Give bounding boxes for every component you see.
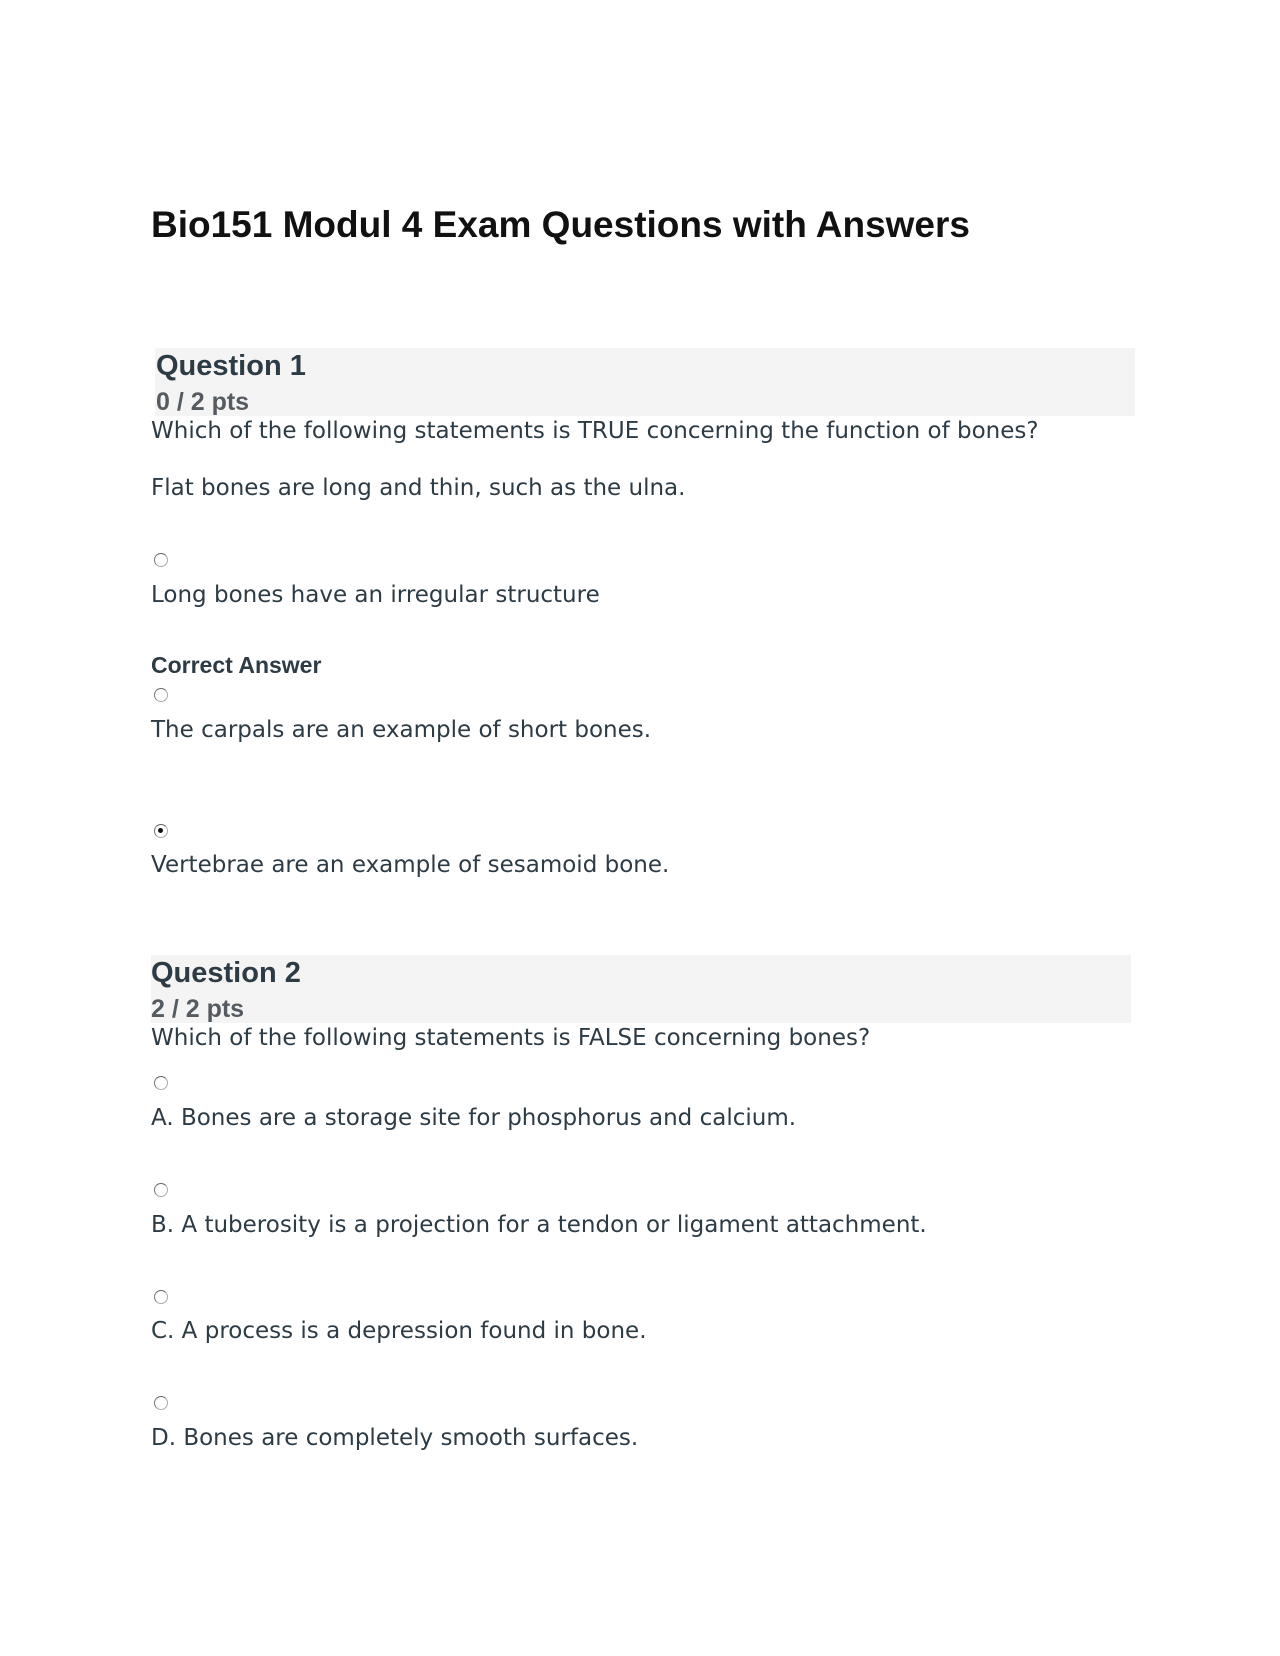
question-2-points: 2 / 2 pts (151, 995, 245, 1023)
radio-button-selected[interactable] (154, 824, 168, 838)
question-1-prompt: Which of the following statements is TRUE concerning the function of bones? (151, 418, 1039, 444)
option-text: The carpals are an example of short bones. (151, 717, 652, 743)
option-text: B. A tuberosity is a projection for a tendon or ligament attachment. (151, 1212, 927, 1238)
correct-answer-label: Correct Answer (151, 652, 322, 678)
option-text: C. A process is a depression found in bone. (151, 1318, 647, 1344)
radio-button[interactable] (154, 1076, 168, 1090)
page-title: Bio151 Modul 4 Exam Questions with Answers (151, 204, 970, 245)
radio-button[interactable] (154, 688, 168, 702)
option-text: Vertebrae are an example of sesamoid bone. (151, 852, 670, 878)
radio-button[interactable] (154, 1183, 168, 1197)
question-1-intro-option: Flat bones are long and thin, such as the ulna. (151, 475, 686, 501)
option-text: D. Bones are completely smooth surfaces. (151, 1425, 639, 1451)
radio-button[interactable] (154, 1396, 168, 1410)
option-text: Long bones have an irregular structure (151, 582, 600, 608)
question-2-heading: Question 2 (151, 957, 301, 989)
radio-button[interactable] (154, 1290, 168, 1304)
question-1-heading: Question 1 (156, 350, 306, 382)
question-2-prompt: Which of the following statements is FALSE concerning bones? (151, 1025, 871, 1051)
radio-button[interactable] (154, 553, 168, 567)
option-text: A. Bones are a storage site for phosphorus and calcium. (151, 1105, 797, 1131)
question-1-points: 0 / 2 pts (156, 388, 250, 416)
